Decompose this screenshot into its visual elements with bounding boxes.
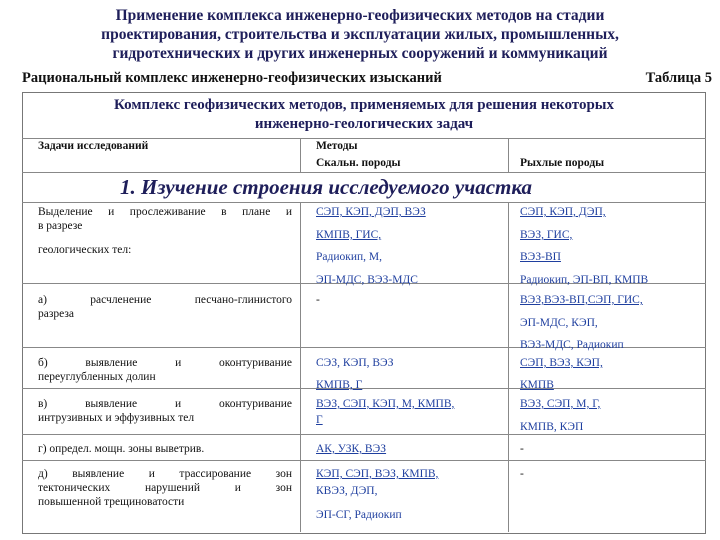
task-row-0 (38, 205, 292, 233)
rock-methods: ВЭЗ, СЭП, КЭП, М, КМПВ, (316, 398, 455, 410)
task-text: повышенной трещиноватости (38, 496, 185, 508)
rock-methods: ЭП-СГ, Радиокип (316, 509, 402, 521)
rock-methods: АК, УЗК, ВЭЗ (316, 443, 387, 455)
subheader-title: Рациональный комплекс инженерно-геофизических изысканий (22, 70, 442, 86)
header-methods: Методы (316, 140, 358, 152)
table-title-line-2: инженерно-геологических задач (254, 116, 474, 132)
col-divider-2-header (508, 138, 509, 172)
loose-methods: ВЭЗ-МДС, Радиокип (520, 339, 624, 351)
rock-methods: СЭЗ, КЭП, ВЭЗ (316, 357, 394, 369)
task-text: геологических тел: (38, 244, 132, 256)
subheader (22, 70, 712, 87)
table-title (22, 96, 706, 134)
rock-methods: Радиокип, М, (316, 251, 383, 263)
header-tasks: Задачи исследований (38, 140, 149, 152)
loose-methods: ВЭЗ, ГИС, (520, 229, 573, 241)
section-title: 1. Изучение строения исследуемого участка (120, 175, 533, 199)
loose-methods: СЭП, ВЭЗ, КЭП, (520, 357, 603, 369)
loose-methods: ВЭЗ,ВЭЗ-ВП,СЭП, ГИС, (520, 294, 643, 306)
task-text: Выделение и прослеживание в плане и (38, 206, 292, 218)
task-text: тектонических нарушений и зон (38, 482, 292, 494)
rule-row-5 (22, 460, 706, 461)
task-text: переуглубленных долин (38, 371, 156, 383)
task-text: в разрезе (38, 220, 83, 232)
task-row-1 (38, 293, 292, 321)
task-row-2 (38, 356, 292, 384)
loose-methods: ВЭЗ, СЭП, М, Г, (520, 398, 601, 410)
rock-methods: КМПВ, ГИС, (316, 229, 382, 241)
task-text: а) расчленение песчано-глинистого (38, 294, 292, 306)
task-row-5 (38, 467, 292, 509)
task-text: разреза (38, 308, 75, 320)
rock-methods: - (316, 294, 320, 306)
task-text: д) выявление и трассирование зон (38, 468, 292, 480)
heading-line-3: гидротехнических и других инженерных сооружений и коммуникаций (112, 45, 608, 62)
col-divider-1 (300, 202, 301, 532)
rock-methods: СЭП, КЭП, ДЭП, ВЭЗ (316, 206, 426, 218)
task-row-3 (38, 397, 292, 425)
rock-methods: Г (316, 414, 323, 426)
rock-methods: КВЭЗ, ДЭП, (316, 485, 378, 497)
loose-methods: Радиокип, ЭП-ВП, КМПВ (520, 274, 649, 286)
header-rock: Скальн. породы (316, 157, 401, 169)
rule-row-3 (22, 388, 706, 389)
rock-methods: КЭП, СЭП, ВЭЗ, КМПВ, (316, 468, 439, 480)
rule-under-header (22, 172, 706, 173)
loose-methods: КМПВ, КЭП (520, 421, 584, 433)
task-text: б) выявление и оконтуривание (38, 357, 292, 369)
rule-row-4 (22, 434, 706, 435)
col-divider-2 (508, 202, 509, 532)
loose-methods: - (520, 468, 524, 480)
page-heading (0, 6, 720, 63)
table-title-line-1: Комплекс геофизических методов, применяемых для решения некоторых (113, 97, 615, 113)
loose-methods: ЭП-МДС, КЭП, (520, 317, 598, 329)
heading-line-2: проектирования, строительства и эксплуатации жилых, промышленных, (101, 26, 619, 43)
loose-methods: КМПВ (520, 379, 554, 391)
loose-methods: ВЭЗ-ВП (520, 251, 561, 263)
col-divider-1-header (300, 138, 301, 172)
task-text: в) выявление и оконтуривание (38, 398, 292, 410)
loose-methods: СЭП, КЭП, ДЭП, (520, 206, 606, 218)
loose-methods: - (520, 443, 524, 455)
heading-line-1: Применение комплекса инженерно-геофизических методов на стадии (115, 7, 605, 24)
task-text: интрузивных и эффузивных тел (38, 412, 195, 424)
task-row-4: г) определ. мощн. зоны выветрив. (38, 443, 205, 455)
rule-under-section (22, 202, 706, 203)
header-loose: Рыхлые породы (520, 157, 605, 169)
rock-methods: ЭП-МДС, ВЭЗ-МДС (316, 274, 418, 286)
table-number: Таблица 5 (645, 70, 712, 86)
rock-methods: КМПВ, Г (316, 379, 363, 391)
